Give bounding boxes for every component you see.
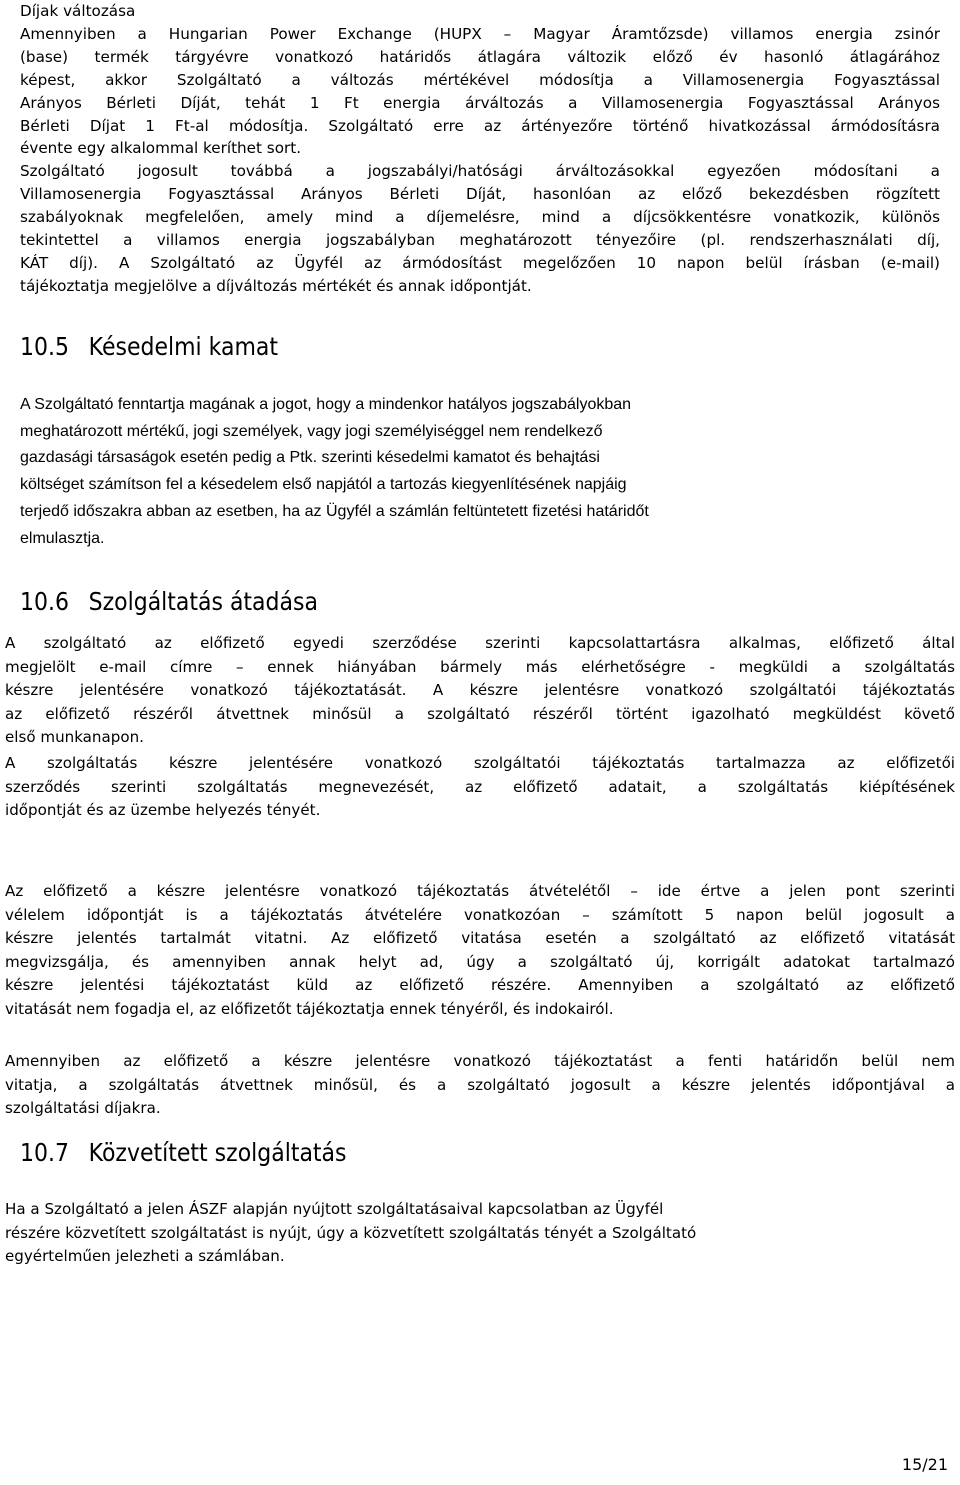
section-number: 10.6 bbox=[20, 587, 69, 616]
paragraph-line: szerződés szerinti szolgáltatás megnevezését, az előfizető adatait, a szolgáltatás kiépítésének bbox=[5, 777, 955, 796]
section-title: Közvetített szolgáltatás bbox=[88, 1138, 347, 1167]
paragraph-line: megjelölt e-mail címre – ennek hiányában bármely más elérhetőségre - megküldi a szolgáltatás bbox=[5, 657, 955, 676]
paragraph-atadas-1 bbox=[5, 632, 955, 750]
paragraph-line: KÁT díj). A Szolgáltató az Ügyfél az ármódosítást megelőzően 10 napon belül írásban (e-mail) bbox=[20, 253, 940, 272]
paragraph-line: időpontját és az üzembe helyezés tényét. bbox=[5, 801, 321, 819]
paragraph-line: készre jelentésére vonatkozó tájékoztatását. A készre jelentésre vonatkozó szolgáltatói tájékoztatás bbox=[5, 681, 955, 699]
paragraph-line: készre jelentési tájékoztatást küld az előfizető részére. Amennyiben a szolgáltató az előfizető bbox=[5, 976, 955, 994]
paragraph-line: vitatását nem fogadja el, az előfizetőt tájékoztatja ennek tényéről, és indokairól. bbox=[5, 999, 614, 1018]
paragraph-line: gazdasági társaságok esetén pedig a Ptk. szerinti késedelmi kamatot és behajtási bbox=[20, 449, 600, 467]
paragraph-line: szabályoknak megfelelően, amely mind a díjemelésre, mind a díjcsökkentésre vonatkozik, különös bbox=[20, 208, 940, 227]
paragraph-line: tájékoztatja megjelölve a díjváltozás mértékét és annak időpontját. bbox=[20, 276, 532, 295]
paragraph-atadas-3 bbox=[5, 880, 955, 1021]
paragraph-line: évente egy alkalommal keríthet sort. bbox=[20, 139, 302, 158]
paragraph-line: Az előfizető a készre jelentésre vonatkozó tájékoztatás átvételétől – ide értve a jelen pont szerinti bbox=[5, 882, 955, 900]
section-number: 10.5 bbox=[20, 332, 69, 361]
paragraph-line: meghatározott mértékű, jogi személyek, vagy jogi személyiséggel nem rendelkező bbox=[20, 422, 603, 440]
paragraph-line: készre jelentés tartalmát vitatni. Az előfizető vitatása esetén a szolgáltató az előfizető vitatását bbox=[5, 929, 955, 947]
paragraph-line: terjedő időszakra abban az esetben, ha az Ügyfél a számlán feltüntetett fizetési határidőt bbox=[20, 502, 649, 520]
section-dijak-valtozasa bbox=[20, 0, 940, 298]
section-title: Díjak változása bbox=[20, 2, 136, 20]
section-title: Szolgáltatás átadása bbox=[88, 587, 318, 616]
paragraph-atadas-4 bbox=[5, 1050, 955, 1121]
paragraph-kozvetitett bbox=[5, 1198, 955, 1269]
paragraph-atadas-2 bbox=[5, 752, 955, 823]
paragraph-line: Bérleti Díjat 1 Ft-al módosítja. Szolgáltató erre az ártényezőre történő hivatkozással ármódosításra bbox=[20, 116, 940, 135]
paragraph-line: Amennyiben a Hungarian Power Exchange (HUPX – Magyar Áramtőzsde) villamos energia zsinór bbox=[20, 24, 940, 43]
paragraph-line: szolgáltatási díjakra. bbox=[5, 1099, 161, 1117]
page-number: 15/21 bbox=[901, 1455, 948, 1474]
paragraph-line: Amennyiben az előfizető a készre jelentésre vonatkozó tájékoztatást a fenti határidőn belül nem bbox=[5, 1052, 955, 1070]
paragraph-line: vélelem időpontját is a tájékoztatás átvételére vonatkozóan – számított 5 napon belül jogosult a bbox=[5, 905, 955, 924]
paragraph-line: A szolgáltató az előfizető egyedi szerződése szerinti kapcsolattartásra alkalmas, előfizető által bbox=[5, 634, 955, 652]
paragraph-line: vitatja, a szolgáltatás átvettnek minősül, és a szolgáltató jogosult a készre jelentés időpontjával a bbox=[5, 1075, 955, 1094]
paragraph-line: elmulasztja. bbox=[20, 529, 105, 547]
paragraph-line: megvizsgálja, és amennyiben annak helyt ad, úgy a szolgáltató új, korrigált adatokat tartalmazó bbox=[5, 952, 955, 971]
paragraph-line: egyértelműen jelezheti a számlában. bbox=[5, 1247, 285, 1265]
paragraph-line: Villamosenergia Fogyasztással Arányos Bérleti Díját, hasonlóan az előző bekezdésben rögzített bbox=[20, 185, 940, 204]
paragraph-line: A Szolgáltató fenntartja magának a jogot, hogy a mindenkor hatályos jogszabályokban bbox=[20, 396, 632, 413]
paragraph-line: részére közvetített szolgáltatást is nyújt, úgy a közvetített szolgáltatás tényét a Szolgáltató bbox=[5, 1223, 697, 1242]
paragraph-line: A szolgáltatás készre jelentésére vonatkozó szolgáltatói tájékoztatás tartalmazza az előfizetői bbox=[5, 754, 955, 772]
paragraph-line: (base) termék tárgyévre vonatkozó határidős átlagára változik előző év hasonló átlagárához bbox=[20, 47, 940, 66]
paragraph-line: tekintettel a villamos energia jogszabályban meghatározott tényezőire (pl. rendszerhasználati díj, bbox=[20, 231, 940, 250]
heading-10-5 bbox=[20, 332, 278, 362]
paragraph-line: képest, akkor Szolgáltató a változás mértékével módosítja a Villamosenergia Fogyasztással bbox=[20, 70, 940, 89]
paragraph-line: az előfizető részéről átvettnek minősül a szolgáltató részéről történt igazolható megküldést követő bbox=[5, 704, 955, 723]
heading-10-7 bbox=[20, 1138, 347, 1168]
heading-10-6 bbox=[20, 587, 318, 617]
section-number: 10.7 bbox=[20, 1138, 69, 1167]
paragraph-kesedelmi-kamat bbox=[20, 392, 840, 552]
paragraph-line: első munkanapon. bbox=[5, 728, 144, 746]
paragraph-line: költséget számítson fel a késedelem első napjától a tartozás kiegyenlítésének napjáig bbox=[20, 476, 627, 494]
paragraph-line: Arányos Bérleti Díját, tehát 1 Ft energia árváltozás a Villamosenergia Fogyasztással Arányos bbox=[20, 93, 940, 112]
paragraph-line: Ha a Szolgáltató a jelen ÁSZF alapján nyújtott szolgáltatásaival kapcsolatban az Ügyfél bbox=[5, 1200, 664, 1218]
section-title: Késedelmi kamat bbox=[88, 332, 279, 361]
paragraph-line: Szolgáltató jogosult továbbá a jogszabályi/hatósági árváltozásokkal egyezően módosítani a bbox=[20, 162, 940, 181]
